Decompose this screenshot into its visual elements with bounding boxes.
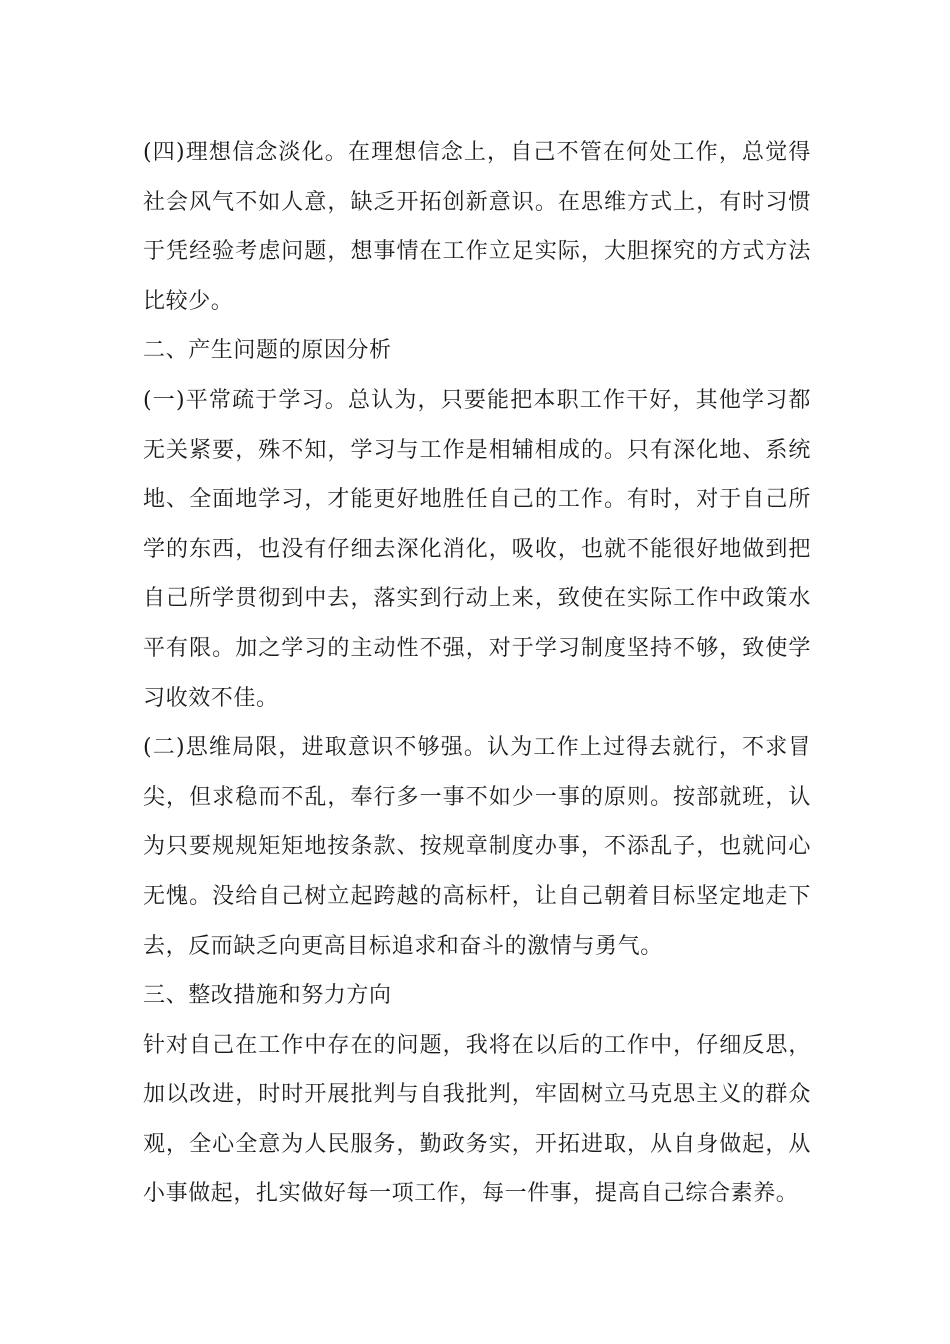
- section-heading-rectification: 三、整改措施和努力方向: [143, 983, 392, 1009]
- paragraph-ideals-beliefs: (四)理想信念淡化。在理想信念上，自己不管在何处工作，总觉得社会风气不如人意，缺乏开拓创新意识。在思维方式上，有时习惯于凭经验考虑问题，想事情在工作立足实际，大胆探究的方式方法比较少。: [143, 140, 811, 314]
- paragraph-study-neglect: (一)平常疏于学习。总认为，只要能把本职工作干好，其他学习都无关紧要，殊不知，学习与工作是相辅相成的。只有深化地、系统地、全面地学习，才能更好地胜任自己的工作。有时，对于自己所学的东西，也没有仔细去深化消化，吸收，也就不能很好地做到把自己所学贯彻到中去，落实到行动上来，致使在实际工作中政策水平有限。加之学习的主动性不强，对于学习制度坚持不够，致使学习收效不佳。: [143, 387, 811, 711]
- paragraph-thinking-limits: (二)思维局限，进取意识不够强。认为工作上过得去就行，不求冒尖，但求稳而不乱，奉行多一事不如少一事的原则。按部就班，认为只要规规矩矩地按条款、按规章制度办事，不添乱子，也就问心无愧。没给自己树立起跨越的高标杆，让自己朝着目标坚定地走下去，反而缺乏向更高目标追求和奋斗的激情与勇气。: [143, 735, 811, 959]
- document-body: [143, 128, 811, 1219]
- section-heading-cause-analysis: 二、产生问题的原因分析: [143, 338, 392, 364]
- paragraph-rectification-plan: 针对自己在工作中存在的问题，我将在以后的工作中，仔细反思，加以改进，时时开展批判与自我批判，牢固树立马克思主义的群众观，全心全意为人民服务，勤政务实，开拓进取，从自身做起，从小事做起，扎实做好每一项工作，每一件事，提高自己综合素养。: [143, 1032, 811, 1207]
